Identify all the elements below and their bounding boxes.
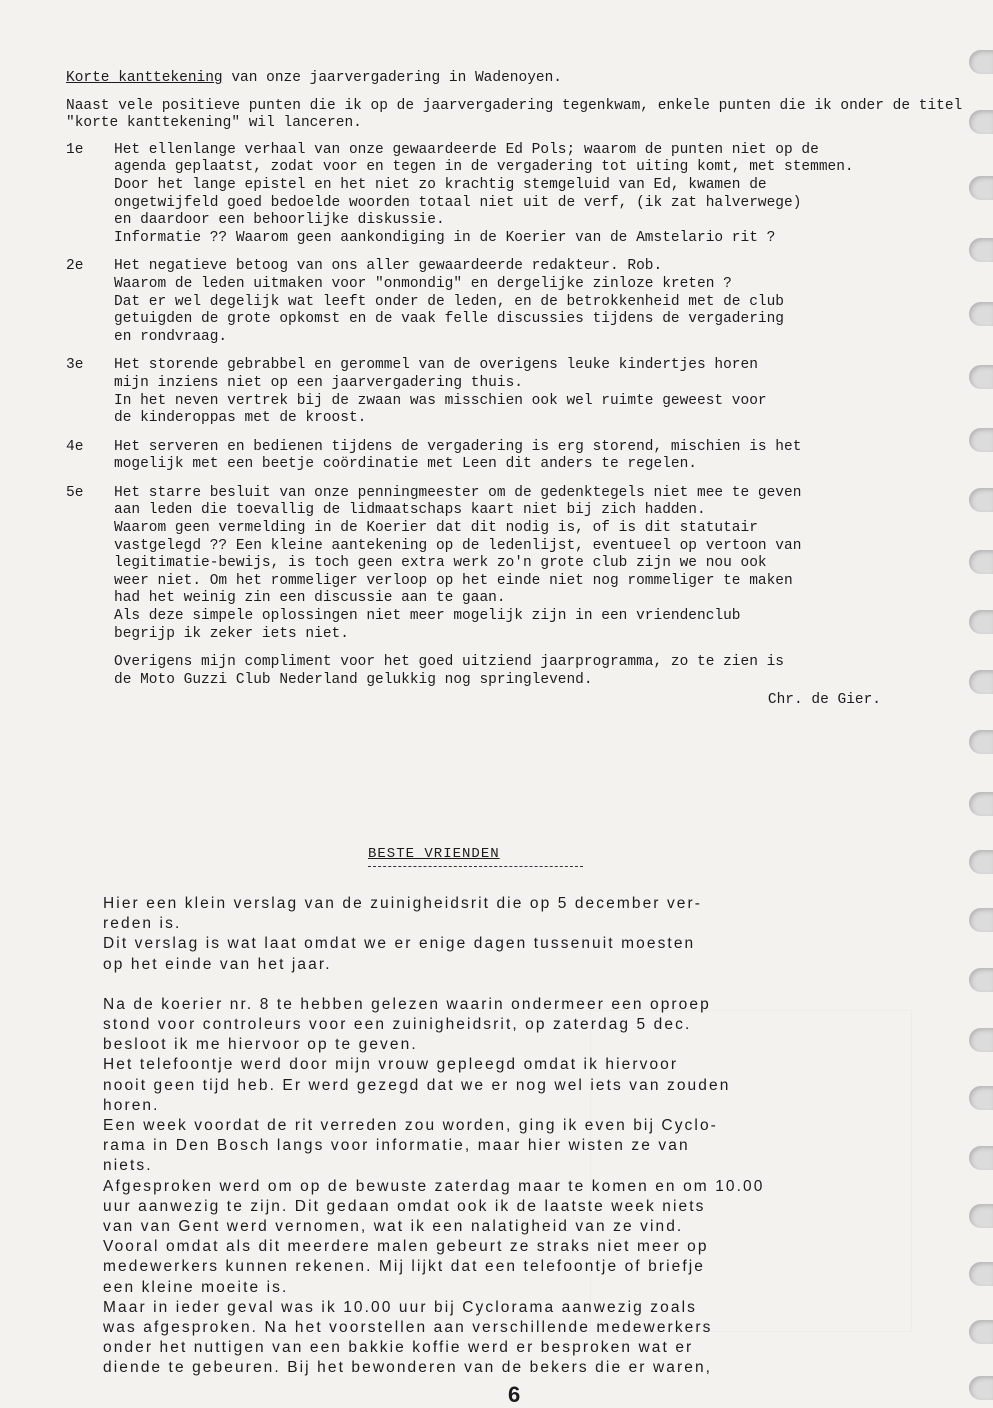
punch-hole [969,110,993,134]
point-line: Informatie ?? Waarom geen aankondiging in de Koerier van de Amstelario rit ? [114,229,776,246]
punch-hole [969,850,993,874]
point-line: Waarom de leden uitmaken voor "onmondig" en dergelijke zinloze kreten ? [114,275,732,292]
punch-hole [969,1086,993,1110]
punch-hole [969,428,993,452]
point-line: legitimatie-bewijs, is toch geen extra werk zo'n grote club zijn we nou ook [114,555,767,572]
punch-hole [969,730,993,754]
point-line: ongetwijfeld goed bedoelde woorden totaal niet uit de verf, (ik zat halverwege) [114,194,802,211]
section-heading: BESTE VRIENDEN [368,846,500,862]
punch-hole [969,610,993,634]
point-item [66,439,966,474]
body-paragraph: Na de koerier nr. 8 te hebben gelezen waarin ondermeer een oproep stond voor controleurs voor een zuinigheidsrit, op zaterdag 5 dec. besloot ik me hiervoor op te geven. Het telefoontje werd door mijn vrouw gepleegd omdat ik hiervoor nooit geen tijd heb. Er werd gezegd dat we er nog wel iets van zouden horen. Een week voordat de rit verreden zou worden, ging ik even bij Cyclo- rama in Den Bosch langs voor informatie, maar hier wisten ze van niets. Afgesproken werd om op de bewuste zaterdag maar te komen en om 10.00 uur aanwezig te zijn. Dit gedaan omdat ook ik de laatste week niets van van Gent werd vernomen, wat ik een nalatigheid van ze vind. Vooral omdat als dit meerdere malen gebeurt ze straks niet meer op medewerkers kunnen rekenen. Mij lijkt dat een telefoontje of briefje een kleine moeite is. Maar in ieder geval was ik 10.00 uur bij Cyclorama aanwezig zoals was afgesproken. Na het voorstellen aan verschillende medewerkers onder het nuttigen van een bakkie koffie werd er besproken wat er diende te gebeuren. Bij het bewonderen van de bekers die er waren, [103,995,765,1377]
point-number: 5e [66,484,84,501]
punch-hole [969,238,993,262]
point-item [66,142,966,248]
point-line: Als deze simpele oplossingen niet meer mogelijk zijn in een vriendenclub [114,608,741,625]
punch-hole [969,670,993,694]
intro-paragraph: Naast vele positieve punten die ik op de jaarvergadering tegenkwam, enkele punten die ik onder de titel "korte kanttekening" wil lanceren. [66,97,963,132]
point-line: Dat er wel degelijk wat leeft onder de leden, en de betrokkenheid met de club [114,293,785,310]
point-line: mogelijk met een beetje coördinatie met Leen dit anders te regelen. [114,456,697,473]
punch-hole [969,792,993,816]
title-underlined: Korte kanttekening [66,70,223,86]
article-kanttekening [66,70,966,710]
point-line: agenda geplaatst, zodat voor en tegen in de vergadering tot uiting komt, met stemmen. [114,159,854,176]
point-line: Het negatieve betoog van ons aller gewaardeerde redakteur. Rob. [114,258,663,275]
point-line: Het serveren en bedienen tijdens de vergadering is erg storend, mischien is het [114,438,802,455]
punch-hole [969,1204,993,1228]
page-number: 6 [508,1382,521,1407]
closing-line: de Moto Guzzi Club Nederland gelukkig nog springlevend. [114,671,593,688]
signature: Chr. de Gier. [767,692,881,709]
article-title [66,70,966,88]
point-line: weer niet. Om het rommeliger verloop op het einde niet nog rommeliger te maken [114,572,793,589]
point-line: mijn inziens niet op een jaarvergadering thuis. [114,374,523,391]
point-line: Het storende gebrabbel en gerommel van de overigens leuke kindertjes horen [114,357,758,374]
point-line: getuigden de grote opkomst en de vaak felle discussies tijdens de vergadering [114,311,785,328]
point-line: Waarom geen vermelding in de Koerier dat dit nodig is, of is dit statutair [114,520,758,537]
point-item [66,357,966,427]
point-line: had het weinig zin een discussie aan te gaan. [114,590,506,607]
point-line: begrijp ik zeker iets niet. [114,625,349,642]
point-line: Het ellenlange verhaal van onze gewaardeerde Ed Pols; waarom de punten niet op de [114,141,819,158]
point-item [66,258,966,346]
point-line: de kinderoppas met de kroost. [114,410,367,427]
punch-hole [969,908,993,932]
title-rest: van onze jaarvergadering in Wadenoyen. [222,70,562,86]
punch-hole [969,1146,993,1170]
punch-hole [969,968,993,992]
punch-hole [969,1262,993,1286]
point-line: en daardoor een behoorlijke diskussie. [114,212,445,229]
punch-hole [969,302,993,326]
point-line: Door het lange epistel en het niet zo krachtig stemgeluid van Ed, kwamen de [114,176,767,193]
punch-hole [969,1320,993,1344]
point-number: 4e [66,438,84,455]
point-line: Het starre besluit van onze penningmeester om de gedenktegels niet mee te geven [114,484,802,501]
heading-rule [368,866,583,867]
point-item [66,485,966,643]
point-number: 2e [66,258,84,275]
punch-hole [969,488,993,512]
point-number: 3e [66,357,84,374]
punch-hole [969,1376,993,1400]
punch-hole [969,176,993,200]
article-beste-vrienden [103,894,943,1399]
punch-hole [969,550,993,574]
point-line: aan leden die toevallig de lidmaatschaps kaart niet bij zich hadden. [114,502,706,519]
punch-hole [969,50,993,74]
punch-hole [969,365,993,389]
points-list [66,142,966,643]
punch-hole [969,1028,993,1052]
point-number: 1e [66,141,84,158]
closing-paragraph [66,654,966,689]
point-line: vastgelegd ?? Een kleine aantekening op de ledenlijst, eventueel op vertoon van [114,537,802,554]
point-line: en rondvraag. [114,328,228,345]
closing-line: Overigens mijn compliment voor het goed uitziend jaarprogramma, zo te zien is [114,654,785,671]
point-line: In het neven vertrek bij de zwaan was misschien ook wel ruimte geweest voor [114,392,767,409]
body-paragraph: Hier een klein verslag van de zuinigheidsrit die op 5 december ver- reden is. Dit verslag is wat laat omdat we er enige dagen tussenuit moesten op het einde van het jaar. [103,895,703,973]
